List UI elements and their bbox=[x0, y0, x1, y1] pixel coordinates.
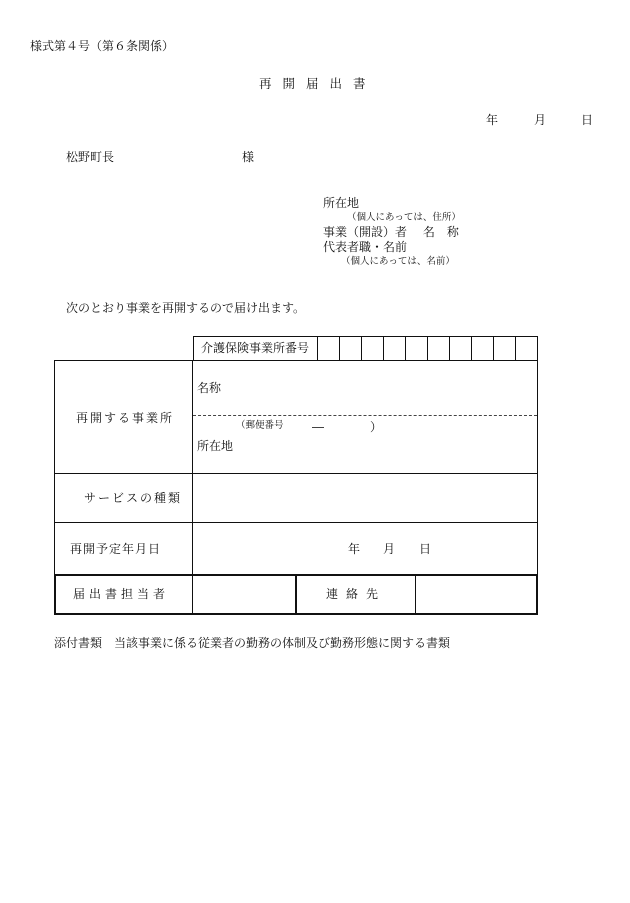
provider-digit-divider bbox=[493, 336, 494, 361]
provider-number-label: 介護保険事業所番号 bbox=[201, 341, 310, 355]
document-title: 再開届出書 bbox=[259, 76, 377, 91]
applicant-representative-note: （個人にあっては、名前） bbox=[341, 256, 455, 267]
date-year-label: 年 bbox=[486, 113, 499, 127]
restart-date-month: 月 bbox=[383, 542, 396, 556]
facility-location-label: 所在地 bbox=[197, 439, 234, 453]
postal-code-label: （郵便番号 bbox=[236, 420, 284, 431]
date-month-label: 月 bbox=[534, 113, 547, 127]
addressee: 松野町長 bbox=[66, 150, 115, 164]
person-in-charge-label: 届出書担当者 bbox=[73, 587, 170, 601]
form-number: 様式第４号（第６条関係） bbox=[30, 39, 175, 53]
intro-text: 次のとおり事業を再開するので届け出ます。 bbox=[66, 301, 306, 315]
date-day-label: 日 bbox=[581, 113, 594, 127]
honorific: 様 bbox=[242, 150, 255, 164]
provider-digit-divider bbox=[449, 336, 450, 361]
postal-code-close: ） bbox=[370, 420, 383, 434]
provider-digit-divider bbox=[515, 336, 516, 361]
applicant-location-note: （個人にあっては、住所） bbox=[347, 212, 461, 223]
provider-digit-divider bbox=[361, 336, 362, 361]
service-type-label: サービスの種類 bbox=[84, 491, 183, 505]
attachment-note: 添付書類 当該事業に係る従業者の勤務の体制及び勤務形態に関する書類 bbox=[54, 636, 451, 650]
restart-date-label: 再開予定年月日 bbox=[70, 542, 162, 556]
postal-code-dash: ― bbox=[312, 420, 324, 434]
provider-digit-divider bbox=[471, 336, 472, 361]
provider-digit-divider bbox=[339, 336, 340, 361]
applicant-location-label: 所在地 bbox=[323, 196, 360, 210]
applicant-business-name-label: 事業（開設）者 名 称 bbox=[323, 225, 459, 239]
contact-label: 連絡先 bbox=[326, 587, 387, 601]
restart-date-year: 年 bbox=[348, 542, 361, 556]
facility-name-label: 名称 bbox=[197, 381, 222, 395]
provider-digit-divider bbox=[383, 336, 384, 361]
facility-row-label: 再開する事業所 bbox=[76, 411, 175, 425]
restart-date-day: 日 bbox=[419, 542, 432, 556]
applicant-representative-label: 代表者職・名前 bbox=[323, 240, 408, 254]
provider-digit-divider bbox=[427, 336, 428, 361]
provider-digit-divider bbox=[405, 336, 406, 361]
